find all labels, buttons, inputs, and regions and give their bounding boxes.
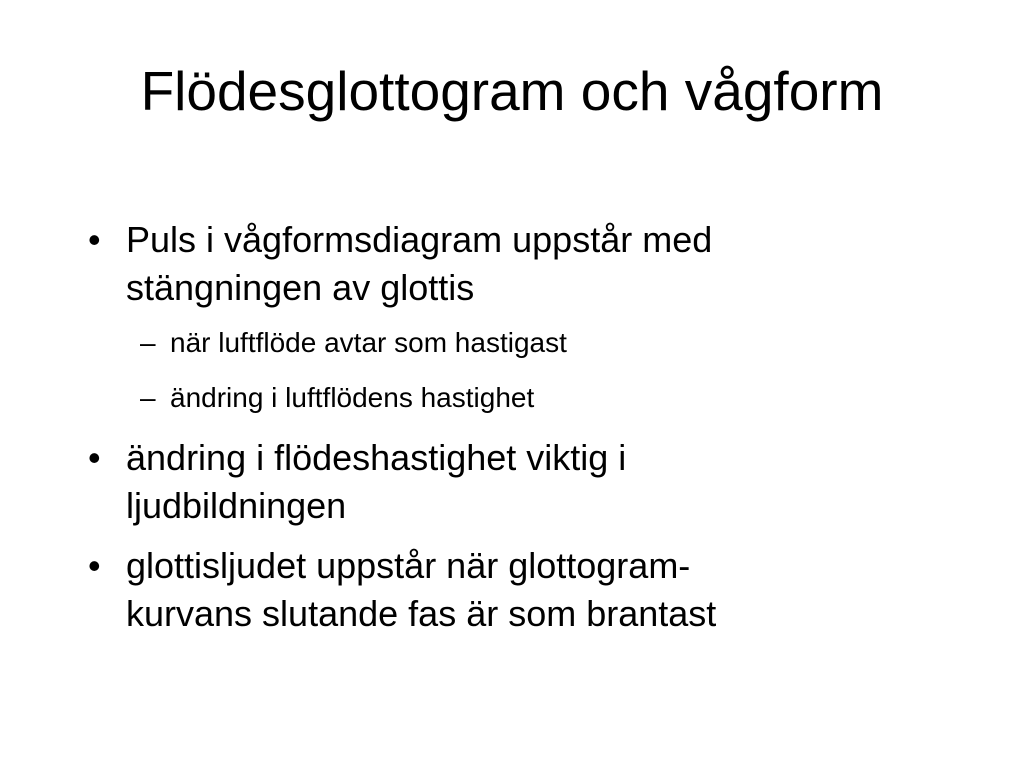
bullet-1-line-2: stängningen av glottis — [126, 267, 475, 308]
sub-bullet-marker: – — [140, 327, 156, 358]
bullet-1-line-1: Puls i vågformsdiagram uppstår med — [126, 219, 713, 260]
bullet-item-1 — [88, 216, 968, 312]
bullet-3-line-1: glottisljudet uppstår när glottogram- — [126, 545, 691, 586]
bullet-2-line-1: ändring i flödeshastighet viktig i — [126, 437, 627, 478]
sub-bullet-item-2 — [88, 379, 968, 417]
sub-bullet-2-text: ändring i luftflödens hastighet — [170, 382, 535, 413]
bullet-item-3 — [88, 542, 968, 638]
sub-bullet-list — [88, 324, 968, 417]
slide-title: Flödesglottogram och vågform — [140, 60, 884, 122]
bullet-item-2 — [88, 434, 968, 530]
sub-bullet-1-text: när luftflöde avtar som hastigast — [170, 327, 567, 358]
bullet-marker: • — [88, 219, 101, 260]
sub-bullet-marker: – — [140, 382, 156, 413]
sub-bullet-item-1 — [88, 324, 968, 362]
bullet-2-line-2: ljudbildningen — [126, 485, 347, 526]
bullet-marker: • — [88, 545, 101, 586]
bullet-3-line-2: kurvans slutande fas är som brantast — [126, 593, 717, 634]
bullet-marker: • — [88, 437, 101, 478]
bullet-list — [88, 216, 968, 650]
